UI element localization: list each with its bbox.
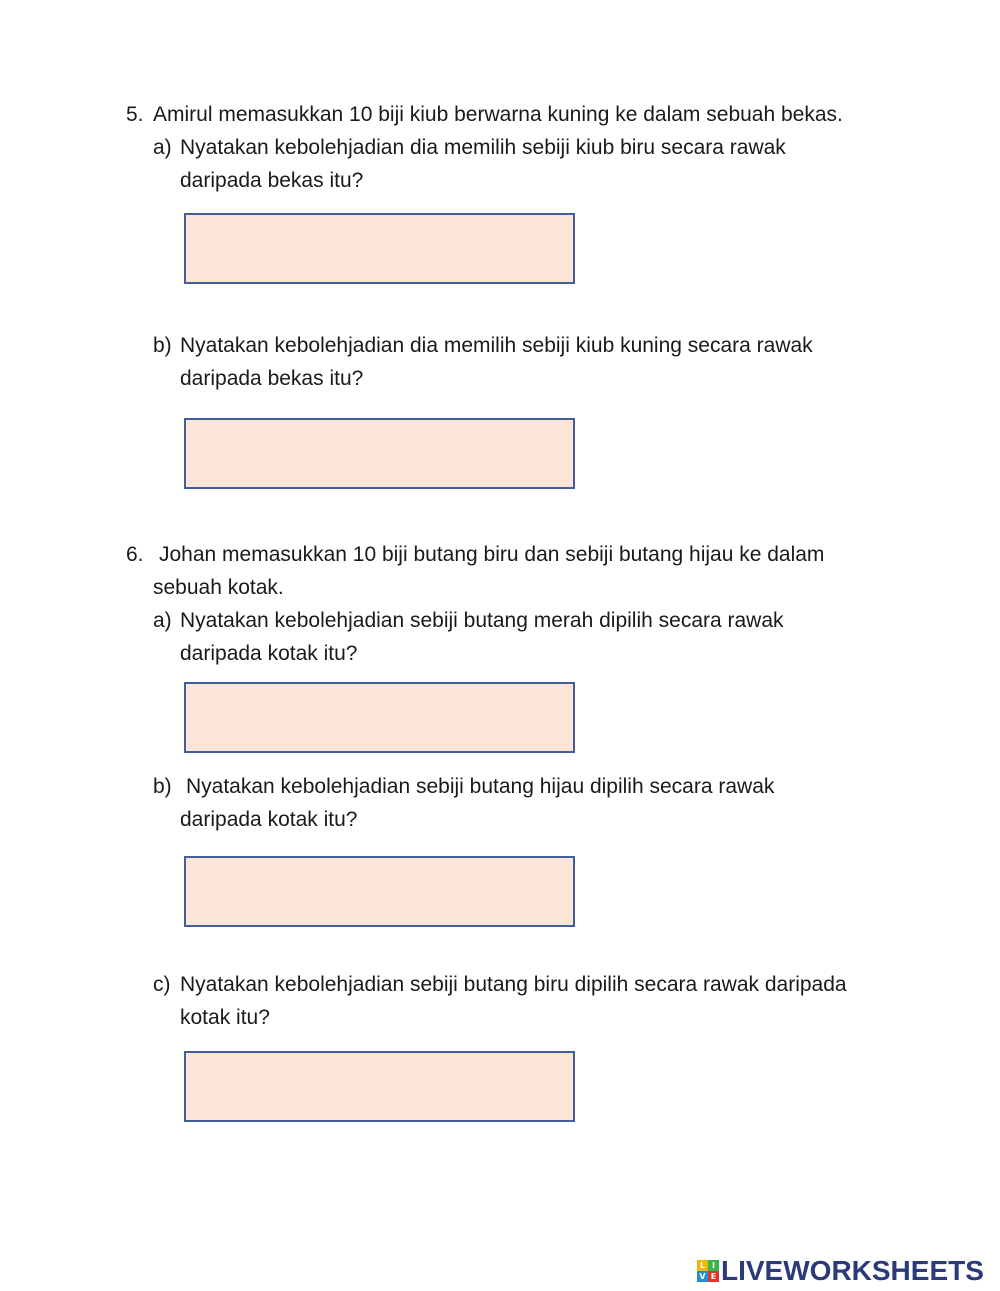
question-6-number: 6.: [126, 543, 144, 566]
question-6a-line1: [153, 607, 784, 635]
question-5-text: [126, 101, 843, 129]
question-5a-line2: daripada bekas itu?: [180, 169, 364, 192]
question-6a-text: Nyatakan kebolehjadian sebiji butang merah dipilih secara rawak: [180, 609, 784, 632]
question-5b-label: b): [153, 334, 172, 357]
logo-letter-e: E: [708, 1271, 719, 1282]
logo-letter-l: L: [697, 1260, 708, 1271]
answer-box-6b[interactable]: [184, 856, 575, 927]
question-6c-label: c): [153, 973, 171, 996]
question-5b-line1: [153, 332, 813, 360]
question-6c-line2: kotak itu?: [180, 1006, 270, 1029]
logo-mark-icon: [697, 1260, 719, 1282]
answer-box-6c[interactable]: [184, 1051, 575, 1122]
liveworksheets-logo: [697, 1254, 984, 1288]
question-5a-line1: [153, 134, 786, 162]
answer-box-5b[interactable]: [184, 418, 575, 489]
question-6-statement: Johan memasukkan 10 biji butang biru dan sebiji butang hijau ke dalam: [159, 543, 825, 566]
question-6-line1: [126, 541, 824, 569]
question-5a-label: a): [153, 136, 172, 159]
logo-text: LIVEWORKSHEETS: [721, 1255, 984, 1286]
question-5-number: 5.: [126, 103, 144, 126]
question-5a-text: Nyatakan kebolehjadian dia memilih sebiji kiub biru secara rawak: [180, 136, 786, 159]
question-6a-line2: daripada kotak itu?: [180, 642, 358, 665]
question-6a-label: a): [153, 609, 172, 632]
question-6b-line2: daripada kotak itu?: [180, 808, 358, 831]
question-6b-label: b): [153, 775, 172, 798]
question-6b-line1: [153, 773, 774, 801]
question-5b-text: Nyatakan kebolehjadian dia memilih sebiji kiub kuning secara rawak: [180, 334, 813, 357]
question-6-line2: sebuah kotak.: [153, 576, 284, 599]
answer-box-5a[interactable]: [184, 213, 575, 284]
question-5-statement: Amirul memasukkan 10 biji kiub berwarna kuning ke dalam sebuah bekas.: [153, 103, 843, 126]
question-5b-line2: daripada bekas itu?: [180, 367, 364, 390]
question-6c-line1: [153, 971, 847, 999]
logo-letter-i: I: [708, 1260, 719, 1271]
answer-box-6a[interactable]: [184, 682, 575, 753]
logo-letter-v: V: [697, 1271, 708, 1282]
question-6c-text: Nyatakan kebolehjadian sebiji butang biru dipilih secara rawak daripada: [180, 973, 847, 996]
question-6b-text: Nyatakan kebolehjadian sebiji butang hijau dipilih secara rawak: [186, 775, 775, 798]
